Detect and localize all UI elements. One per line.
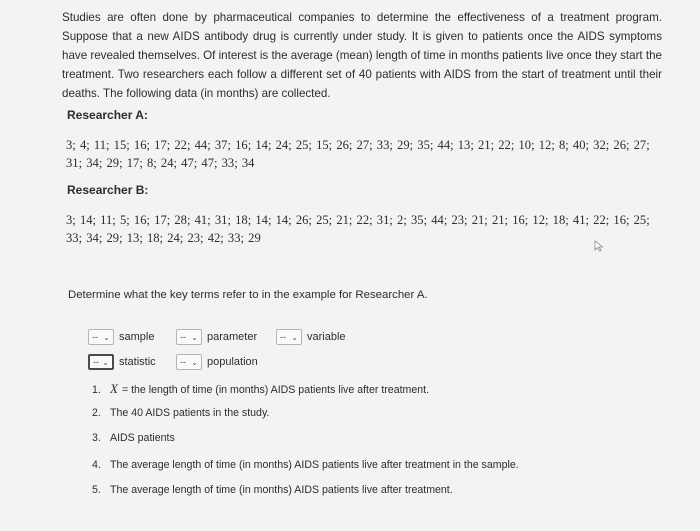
variable-option: [276, 329, 346, 345]
item-text: The average length of time (in months) AIDS patients live after treatment.: [110, 484, 453, 496]
chevron-down-icon: ⌄: [191, 332, 198, 342]
question-prompt: Determine what the key terms refer to in the example for Researcher A.: [68, 289, 428, 301]
list-item: [92, 484, 453, 496]
researcher-b-data: 3; 14; 11; 5; 16; 17; 28; 41; 31; 18; 14; 14; 26; 25; 21; 22; 31; 2; 35; 44; 23; 21; 21; 16; 12; 18; 41; 22; 16; 25; 33; 34; 29; 13; 18; 24; 23; 42; 33; 29: [66, 213, 650, 245]
chevron-down-icon: ⌄: [291, 332, 298, 342]
problem-intro: Studies are often done by pharmaceutical companies to determine the effectiveness of a treatment program. Suppose that a new AIDS antibody drug is currently under study. It is given to patients once the AIDS symptoms have revealed themselves. Of interest is the average (mean) length of time in months patients live once they start the treatment. Two researchers each follow a different set of 40 patients with AIDS from the start of treatment until their deaths. The following data (in months) are collected.: [62, 11, 662, 100]
sample-dropdown[interactable]: [88, 329, 114, 345]
population-dropdown[interactable]: [176, 354, 202, 370]
item-number: 5.: [92, 484, 101, 496]
researcher-a-heading: Researcher A:: [67, 108, 148, 122]
list-item: [92, 381, 429, 397]
dropdown-value: --: [92, 332, 98, 342]
parameter-dropdown[interactable]: [176, 329, 202, 345]
chevron-down-icon: ⌄: [103, 332, 110, 342]
dropdown-value: --: [93, 357, 99, 367]
list-item: [92, 407, 269, 419]
dropdown-value: --: [280, 332, 286, 342]
statistic-option: [88, 354, 156, 370]
list-item: [92, 459, 519, 471]
chevron-down-icon: ⌄: [191, 357, 198, 367]
item-number: 1.: [92, 384, 101, 396]
item-number: 4.: [92, 459, 101, 471]
sample-label: sample: [119, 331, 155, 343]
population-option: [176, 354, 258, 370]
item-number: 3.: [92, 432, 101, 444]
list-item: [92, 432, 175, 444]
item-text: The average length of time (in months) AIDS patients live after treatment in the sample.: [110, 459, 519, 471]
chevron-down-icon: ⌄: [102, 357, 109, 367]
parameter-option: [176, 329, 257, 345]
population-label: population: [207, 356, 258, 368]
parameter-label: parameter: [207, 331, 258, 343]
variable-label: variable: [307, 331, 346, 343]
researcher-b-heading: Researcher B:: [67, 183, 149, 197]
mouse-pointer-icon: [594, 240, 604, 252]
statistic-dropdown[interactable]: [88, 354, 114, 370]
dropdown-value: --: [180, 332, 186, 342]
statistic-label: statistic: [119, 356, 156, 368]
variable-dropdown[interactable]: [276, 329, 302, 345]
item-text: The 40 AIDS patients in the study.: [110, 407, 270, 419]
item-text: AIDS patients: [110, 432, 175, 444]
dropdown-value: --: [180, 357, 186, 367]
item-variable: X: [110, 381, 118, 396]
researcher-a-data: 3; 4; 11; 15; 16; 17; 22; 44; 37; 16; 14; 24; 25; 15; 26; 27; 33; 29; 35; 44; 13; 21; 22; 10; 12; 8; 40; 32; 26; 27; 31; 34; 29; 17; 8; 24; 47; 47; 33; 34: [66, 138, 650, 170]
sample-option: [88, 329, 154, 345]
item-text: = the length of time (in months) AIDS patients live after treatment.: [121, 384, 430, 396]
item-number: 2.: [92, 407, 101, 419]
